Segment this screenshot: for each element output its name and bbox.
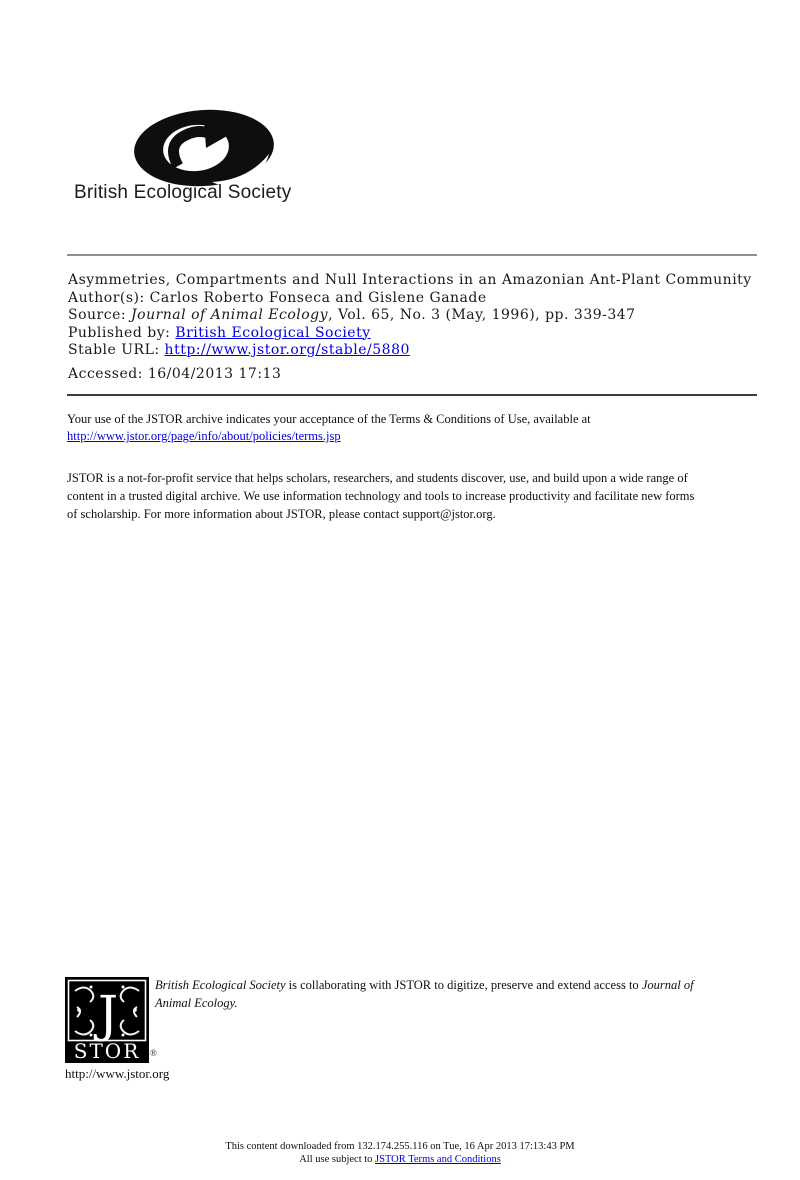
download-stamp: This content downloaded from 132.174.255.116 on Tue, 16 Apr 2013 17:13:43 PM	[225, 1141, 575, 1152]
authors-line	[68, 290, 752, 308]
stable-url-link[interactable]: http://www.jstor.org/stable/5880	[164, 342, 410, 358]
accessed-line: Accessed: 16/04/2013 17:13	[68, 365, 282, 382]
publisher-link[interactable]: British Ecological Society	[175, 324, 371, 341]
collab-journal-part2: Animal Ecology.	[155, 995, 238, 1010]
about-line-1: JSTOR is a not-for-profit service that helps scholars, researchers, and students discover, use, and build upon a wide range of	[67, 471, 688, 485]
use-subject-prefix: All use subject to	[299, 1154, 376, 1165]
about-jstor-paragraph	[67, 469, 694, 523]
jstor-logo-stor: STOR	[73, 1039, 141, 1063]
terms-policy-link[interactable]: http://www.jstor.org/page/info/about/policies/terms.jsp	[67, 429, 341, 443]
registered-mark: ®	[150, 1048, 157, 1058]
jstor-logo	[65, 977, 149, 1063]
bes-swirl-logo	[116, 106, 294, 192]
authors-value: Carlos Roberto Fonseca and Gislene Ganade	[149, 289, 487, 306]
terms-text: Your use of the JSTOR archive indicates your acceptance of the Terms & Conditions of Use, available at	[67, 412, 591, 426]
published-label: Published by:	[68, 324, 176, 341]
bes-logo-text: British Ecological Society	[74, 182, 292, 203]
stable-url-label: Stable URL:	[68, 342, 165, 358]
citation-block	[68, 272, 752, 383]
terms-paragraph	[67, 411, 591, 445]
source-label: Source:	[68, 307, 132, 323]
footer-terms-link[interactable]: JSTOR Terms and Conditions	[375, 1154, 501, 1165]
source-rest: , Vol. 65, No. 3 (May, 1996), pp. 339-347	[328, 307, 636, 323]
about-line-3: of scholarship. For more information about JSTOR, please contact support@jstor.org.	[67, 507, 496, 521]
divider-top	[67, 254, 757, 256]
divider-middle	[67, 394, 757, 396]
published-line	[68, 325, 752, 343]
collab-journal-part1: Journal of	[641, 978, 694, 992]
jstor-logo-j: J	[97, 985, 119, 1043]
collab-middle: is collaborating with JSTOR to digitize, preserve and extend access to	[285, 978, 642, 992]
collab-society: British Ecological Society	[155, 978, 286, 992]
source-journal: Journal of Animal Ecology	[131, 307, 329, 323]
article-title: Asymmetries, Compartments and Null Interactions in an Amazonian Ant-Plant Community	[68, 272, 752, 288]
authors-label: Author(s):	[68, 289, 150, 306]
use-subject-line	[0, 1154, 800, 1165]
collaboration-note	[155, 977, 694, 1012]
source-line	[68, 307, 752, 325]
about-line-2: content in a trusted digital archive. We use information technology and tools to increase productivity and facilitate new forms	[67, 489, 695, 503]
jstor-home-url[interactable]: http://www.jstor.org	[65, 1066, 170, 1081]
stable-url-line	[68, 342, 752, 360]
